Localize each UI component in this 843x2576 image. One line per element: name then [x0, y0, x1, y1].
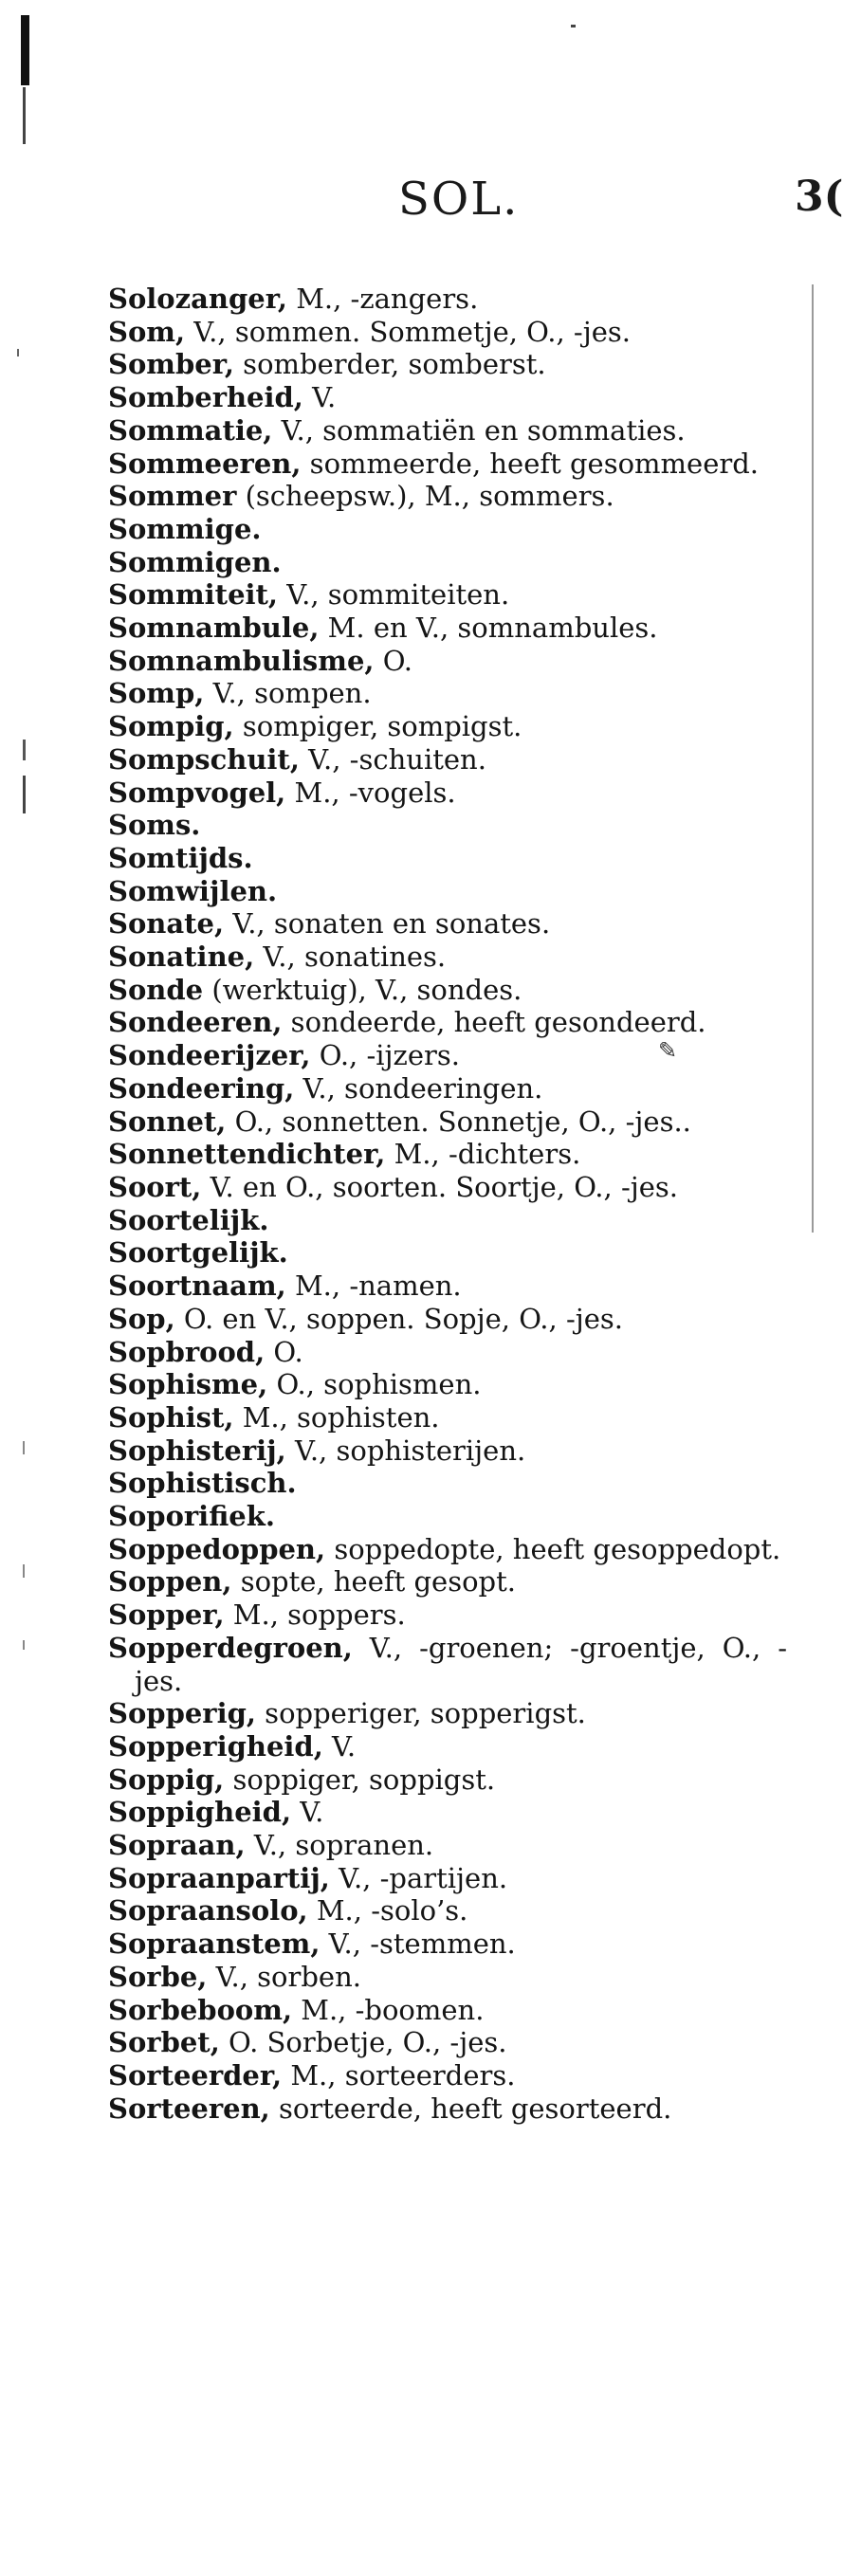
dictionary-entry — [108, 448, 787, 481]
dictionary-entry — [108, 381, 787, 414]
dictionary-entry — [108, 776, 787, 810]
entry-headword: Sondeeren, — [108, 1006, 283, 1039]
entry-definition: V. — [302, 381, 337, 414]
scan-speck — [17, 349, 19, 356]
entry-definition: O., sophismen. — [267, 1368, 482, 1401]
entry-definition: M., sophisten. — [233, 1400, 440, 1434]
entry-headword: Sop, — [108, 1302, 175, 1335]
entry-headword: Somwijlen. — [108, 874, 278, 907]
scan-margin-mark — [23, 87, 26, 144]
dictionary-entry — [108, 710, 787, 743]
entry-definition: V., sompen. — [204, 677, 372, 710]
entry-definition: M., -dichters. — [385, 1138, 581, 1171]
entry-definition: V., sonaten en sonates. — [224, 907, 551, 941]
dictionary-entry — [108, 1829, 787, 1862]
entry-headword: Sommiteit, — [108, 578, 279, 612]
entry-definition: M. en V., somnambules. — [319, 612, 658, 645]
entry-definition: V., sondeeringen. — [294, 1071, 543, 1105]
scan-speck — [23, 1564, 25, 1578]
entry-definition: O. — [374, 644, 412, 677]
dictionary-entry — [108, 1763, 787, 1797]
entry-headword: Sommer — [108, 480, 237, 513]
entry-headword: Sommatie, — [108, 413, 273, 447]
entry-headword: Sonnettendichter, — [108, 1138, 386, 1171]
entry-headword: Somtijds. — [108, 841, 253, 874]
entry-definition: V. en O., soorten. Soortje, O., -jes. — [201, 1170, 678, 1203]
entry-headword: Sondeerijzer, — [108, 1039, 311, 1072]
dictionary-entry — [108, 1961, 787, 1994]
entry-definition: V. — [291, 1796, 324, 1829]
page-number: 3( — [795, 173, 843, 221]
dictionary-entry — [108, 842, 787, 875]
entry-definition: V., sopranen. — [245, 1829, 434, 1862]
entry-definition: V., -stemmen. — [320, 1927, 516, 1961]
entry-headword: Sorteeren, — [108, 2092, 270, 2125]
dictionary-entry — [108, 875, 787, 908]
entry-headword: Sorteerder, — [108, 2058, 283, 2092]
dictionary-entry — [108, 1500, 787, 1533]
dictionary-entry — [108, 1171, 787, 1204]
entry-headword: Sopraanstem, — [108, 1927, 321, 1961]
entry-definition: V., sonatines. — [254, 941, 447, 974]
entry-headword: Somber, — [108, 348, 234, 381]
dictionary-entry — [108, 1368, 787, 1401]
dictionary-entry — [108, 1697, 787, 1730]
entry-definition: M., -vogels. — [285, 776, 456, 809]
entry-definition: O., -ijzers. — [310, 1039, 460, 1072]
entry-headword: Somnambule, — [108, 612, 320, 645]
entry-headword: Sommigen. — [108, 545, 282, 578]
entry-headword: Sonate, — [108, 907, 225, 941]
entry-definition: sopte, heeft gesopt. — [231, 1565, 516, 1599]
entry-headword: Sonde — [108, 973, 204, 1006]
entry-headword: Sophisterij, — [108, 1434, 286, 1467]
dictionary-entry — [108, 1434, 787, 1468]
entry-definition: sorteerde, heeft gesorteerd. — [269, 2092, 672, 2125]
entry-headword: Sopper, — [108, 1599, 225, 1632]
entry-headword: Sompschuit, — [108, 742, 300, 776]
dictionary-entry — [108, 974, 787, 1007]
dictionary-entry — [108, 1632, 787, 1697]
entry-headword: Sonatine, — [108, 941, 255, 974]
entry-headword: Sorbe, — [108, 1960, 208, 1993]
entry-headword: Sophistisch. — [108, 1467, 297, 1500]
scan-speck — [23, 1640, 25, 1650]
dictionary-entry — [108, 1270, 787, 1303]
dictionary-entry — [108, 1894, 787, 1927]
entry-definition: M., sorteerders. — [282, 2058, 516, 2092]
scan-margin-mark — [23, 740, 26, 760]
entry-definition: M., -solo’s. — [307, 1894, 468, 1927]
dictionary-entry — [108, 743, 787, 776]
entry-headword: Soortnaam, — [108, 1270, 286, 1303]
dictionary-entry — [108, 1565, 787, 1599]
entry-headword: Soppig, — [108, 1763, 225, 1796]
entry-definition: O. Sorbetje, O., -jes. — [219, 2026, 507, 2059]
entry-headword: Sorbeboom, — [108, 1993, 293, 2026]
entry-headword: Sopraan, — [108, 1829, 246, 1862]
entry-definition: O. en V., soppen. Sopje, O., -jes. — [174, 1302, 623, 1335]
entry-headword: Sopraansolo, — [108, 1894, 308, 1927]
dictionary-entry — [108, 677, 787, 710]
scan-margin-mark — [23, 776, 26, 813]
entry-headword: Sophist, — [108, 1400, 234, 1434]
dictionary-entry-list — [108, 283, 787, 2125]
dictionary-entry — [108, 1072, 787, 1105]
dictionary-entry — [108, 546, 787, 579]
dictionary-entry — [108, 1236, 787, 1270]
entry-headword: Soppedoppen, — [108, 1532, 326, 1565]
entry-headword: Sopperdegroen, — [108, 1631, 353, 1664]
entry-definition: soppiger, soppigst. — [224, 1763, 496, 1796]
entry-definition: soppedopte, heeft gesoppedopt. — [325, 1532, 781, 1565]
dictionary-entry — [108, 1006, 787, 1039]
dictionary-entry — [108, 513, 787, 546]
entry-headword: Sopraanpartij, — [108, 1861, 330, 1894]
entry-definition: somberder, somberst. — [233, 348, 546, 381]
entry-headword: Sopbrood, — [108, 1335, 266, 1368]
entry-headword: Sorbet, — [108, 2026, 220, 2059]
entry-definition: (werktuig), V., sondes. — [203, 973, 522, 1006]
dictionary-entry — [108, 1730, 787, 1763]
entry-definition: V. — [322, 1729, 357, 1763]
dictionary-entry — [108, 1994, 787, 2027]
entry-headword: Sompvogel, — [108, 776, 286, 809]
dictionary-entry — [108, 2059, 787, 2092]
dictionary-entry — [108, 1303, 787, 1336]
pencil-mark-icon: ✎ — [658, 1037, 678, 1064]
dictionary-entry — [108, 1599, 787, 1632]
entry-headword: Som, — [108, 315, 186, 348]
dictionary-entry — [108, 316, 787, 349]
entry-definition: O. — [265, 1335, 303, 1368]
entry-definition: M., -zangers. — [286, 283, 479, 315]
dictionary-entry — [108, 1533, 787, 1566]
scan-speck — [23, 1441, 25, 1454]
entry-definition: V., -partijen. — [329, 1861, 508, 1894]
entry-definition: sopperiger, sopperigst. — [255, 1697, 586, 1730]
entry-headword: Sopperig, — [108, 1697, 256, 1730]
dictionary-entry — [108, 1467, 787, 1500]
entry-definition: sompiger, sompigst. — [233, 710, 522, 743]
entry-definition: O., sonnetten. Sonnetje, O., -jes.. — [226, 1105, 691, 1138]
dictionary-entry — [108, 578, 787, 612]
dictionary-entry — [108, 283, 787, 316]
dictionary-entry — [108, 1105, 787, 1139]
dictionary-entry — [108, 1336, 787, 1369]
entry-headword: Soppen, — [108, 1565, 232, 1599]
dictionary-entry — [108, 645, 787, 678]
scan-speck — [571, 25, 576, 27]
entry-headword: Soppigheid, — [108, 1796, 292, 1829]
dictionary-entry — [108, 1138, 787, 1171]
entry-headword: Soortgelijk. — [108, 1236, 288, 1270]
entry-headword: Sophisme, — [108, 1368, 268, 1401]
entry-headword: Soms. — [108, 809, 201, 842]
dictionary-entry — [108, 480, 787, 513]
dictionary-entry — [108, 2092, 787, 2126]
entry-definition: V., sophisterijen. — [285, 1434, 526, 1467]
entry-headword: Soortelijk. — [108, 1203, 269, 1236]
dictionary-entry — [108, 2026, 787, 2059]
entry-definition: M., soppers. — [224, 1599, 406, 1632]
entry-headword: Somp, — [108, 677, 205, 710]
entry-definition: V., sommen. Sommetje, O., -jes. — [185, 315, 631, 348]
entry-headword: Solozanger, — [108, 283, 287, 315]
entry-definition: V., sommiteiten. — [278, 578, 510, 612]
dictionary-entry — [108, 348, 787, 381]
dictionary-entry — [108, 1204, 787, 1237]
running-header: SOL. — [398, 173, 520, 226]
entry-definition: (scheepsw.), M., sommers. — [236, 480, 614, 513]
entry-headword: Sopperigheid, — [108, 1729, 323, 1763]
dictionary-entry — [108, 809, 787, 842]
dictionary-entry — [108, 1039, 787, 1072]
entry-headword: Sompig, — [108, 710, 234, 743]
scan-margin-mark — [21, 15, 29, 85]
entry-headword: Soporifiek. — [108, 1500, 275, 1533]
entry-definition: V., sommatiën en sommaties. — [272, 413, 686, 447]
entry-definition: V., sorben. — [207, 1960, 361, 1993]
entry-definition: M., -boomen. — [292, 1993, 485, 2026]
entry-headword: Somnambulisme, — [108, 644, 375, 677]
page-edge-rule — [812, 284, 814, 1233]
entry-definition: M., -namen. — [285, 1270, 462, 1303]
dictionary-entry — [108, 414, 787, 448]
entry-definition: sondeerde, heeft gesondeerd. — [282, 1006, 706, 1039]
entry-headword: Sommige. — [108, 512, 262, 545]
entry-definition: V., -groenen; -groentje, O., -jes. — [135, 1631, 787, 1697]
dictionary-entry — [108, 1796, 787, 1829]
dictionary-entry — [108, 1862, 787, 1895]
dictionary-entry — [108, 612, 787, 645]
entry-headword: Soort, — [108, 1170, 202, 1203]
dictionary-entry — [108, 1401, 787, 1434]
entry-headword: Sondeering, — [108, 1071, 295, 1105]
dictionary-entry — [108, 907, 787, 941]
entry-headword: Somberheid, — [108, 381, 303, 414]
entry-headword: Sommeeren, — [108, 447, 302, 480]
entry-definition: sommeerde, heeft gesommeerd. — [301, 447, 760, 480]
entry-headword: Sonnet, — [108, 1105, 227, 1138]
entry-definition: V., -schuiten. — [299, 742, 486, 776]
dictionary-entry — [108, 1927, 787, 1961]
dictionary-entry — [108, 941, 787, 974]
